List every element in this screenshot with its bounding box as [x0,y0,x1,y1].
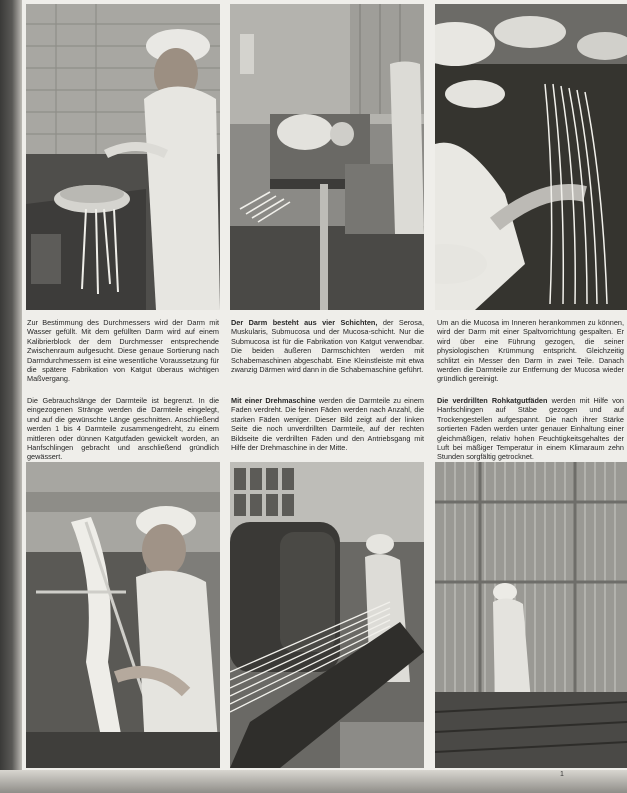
photo-gut-measurement [26,4,220,310]
photo-twisting-machine [230,462,424,768]
caption-drying-threads-lead: Die verdrillten Rohkatgutfäden [437,396,548,405]
caption-drying-threads [437,396,624,462]
photo-splitting-device [435,4,627,310]
caption-twisting-machine-lead: Mit einer Drehmaschine [231,396,316,405]
photo-scraping-machine [230,4,424,310]
caption-gut-layers-lead: Der Darm besteht aus vier Schichten, [231,318,378,327]
caption-mucosa-splitting [437,318,624,384]
photo-splitting-device-image [435,4,627,310]
photo-drying-racks [435,462,627,768]
caption-gut-layers-text: der Serosa, Muskularis, Submucosa und der Mucosa-schicht. Nur die Submucosa ist für die Fabrikation von Katgut verwendbar. Die beiden äußeren Darmschichten werden mit Schabemaschinen abgeschabt. Eine Kleinstleiste mit etwa zwanzig Därmen wird dann in die Schabemaschine geführt. [231,318,424,375]
caption-twisting-machine [231,396,424,452]
caption-gut-measurement-text: Zur Bestimmung des Durchmessers wird der Darm mit Wasser gefüllt. Mit dem gefüllten Darm wird auf einem Kalibrierblock der dem Durchmesser entsprechende Zwischenraum aufgesucht. Diese genaue Sortierung nach Darmdurchmessern ist eine wesentliche Voraussetzung für die spätere Fabrikation von Katgut überaus wichtigen Maßvergang. [27,318,219,384]
caption-gut-length-text: Die Gebrauchslänge der Darmteile ist begrenzt. In die eingezogenen Stränge werden die Darmteile eingelegt, und auf die gewünschte Länge geschnitten. Anschließend werden 1 bis 4 Darmteile zusammengedreht, zu einem mittleren oder dünnen Katgutfaden gewickelt worden, an Hanfschlingen gebracht und anschließend gründlich gewässert. [27,396,219,462]
page-bottom-edge [0,770,627,793]
photo-scraping-machine-image [230,4,424,310]
caption-gut-layers [231,318,424,374]
caption-gut-length [27,396,219,462]
page-number: 1 [560,771,564,778]
caption-gut-measurement [27,318,219,384]
page-binding-edge [0,0,22,793]
photo-cutting-frame-image [26,462,220,768]
caption-twisting-machine-text: werden die Darmteile zu einem Faden verdreht. Die feinen Fäden werden nach Anzahl, die starken Fäden weniger. Dieser Bild zeigt auf der linken Seite die noch unverdrillten Darmteile, auf der rechten Bildseite die verdrillten Fäden und den Antriebsgang mit Hilfe der Drehmaschine in der Mitte. [231,396,424,453]
photo-gut-measurement-image [26,4,220,310]
photo-cutting-frame [26,462,220,768]
caption-drying-threads-text: werden mit Hilfe von Hanfschlingen auf Stäbe gezogen und auf Trockengestellen aufgespannt. Die nach ihrer Stärke sortierten Fäden werden unter genauer Einhaltung einer gleichmäßigen, relativ hohen Feuchtigkeitsgehaltes der Luft bei mäßiger Temperatur in einem Klimaraum zehn Stunden sorgfältig getrocknet. [437,396,624,462]
photo-twisting-machine-image [230,462,424,768]
photo-drying-racks-image [435,462,627,768]
caption-mucosa-splitting-text: Um an die Mucosa im Inneren herankommen zu können, wird der Darm mit einer Spaltvorrichtung gespalten. Er wird über eine Führung gezogen, die seiner physiologischen Krümmung entspricht. Gleichzeitig schlitzt ein Messer den Darm in zwei Teile. Danach werden die Darmteile zur Entfernung der Mucosa wieder gründlich gereinigt. [437,318,624,384]
